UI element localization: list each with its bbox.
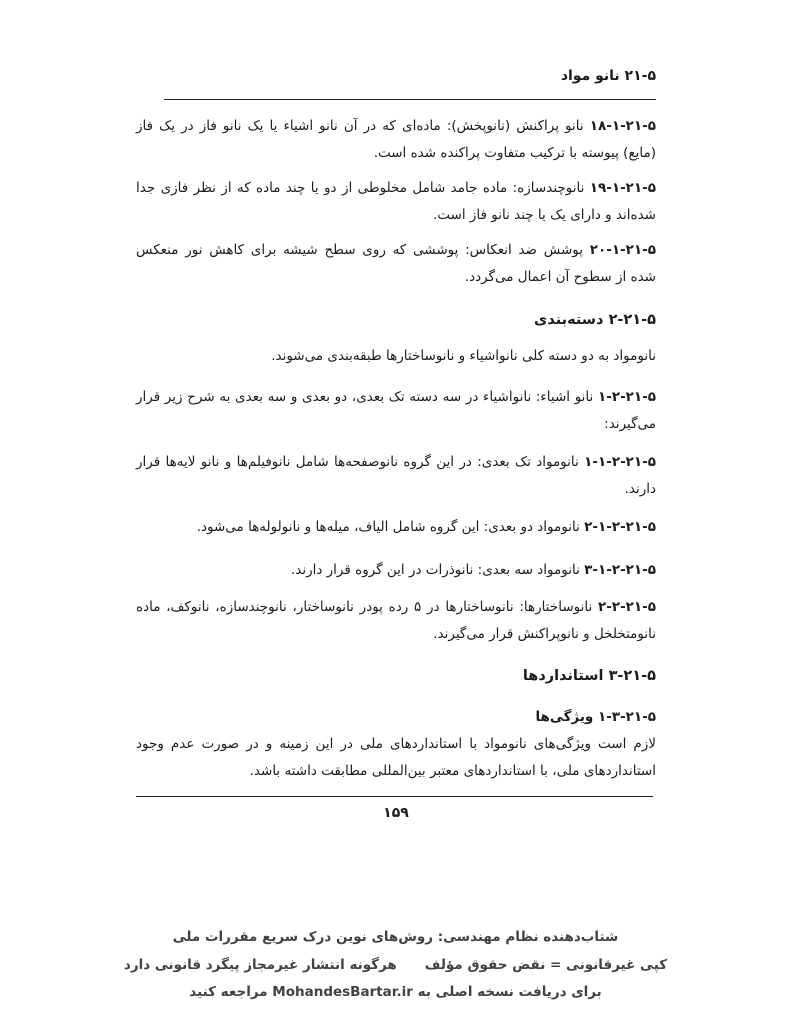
body-paragraph [136, 514, 656, 541]
page-body [136, 101, 656, 824]
heading-number: ۱-۳-۲۱-۵ [597, 709, 656, 725]
body-paragraph [136, 175, 656, 229]
paragraph-number: ۱۸-۱-۲۱-۵ [589, 118, 656, 134]
header-section-number: ۲۱-۵ [624, 68, 656, 84]
paragraph-text: نانومواد سه بعدی: نانوذرات در این گروه قرار دارند. [290, 562, 580, 578]
heading-text: دسته‌بندی [534, 312, 604, 328]
paragraph-text: لازم است ویژگی‌های نانومواد با استانداردهای ملی در این زمینه و در صورت عدم وجود استانداردهای ملی، با استانداردهای معتبر بین‌المللی مطابقت داشته باشد. [136, 736, 656, 779]
watermark-line-1: شتاب‌دهنده نظام مهندسی: روش‌های نوین درک سریع مقررات ملی [172, 929, 619, 945]
body-paragraph [136, 113, 656, 167]
body-paragraph [136, 594, 656, 648]
watermark-line-3: برای دریافت نسخه اصلی به MohandesBartar.ir مراجعه کنید [189, 984, 602, 1000]
body-paragraph [136, 731, 656, 785]
paragraph-number: ۱۹-۱-۲۱-۵ [589, 180, 656, 196]
heading-text: ویژگی‌ها [535, 709, 594, 725]
paragraph-number: ۲۰-۱-۲۱-۵ [589, 242, 656, 258]
heading-text: استانداردها [522, 668, 604, 684]
paragraph-text: پوشش ضد انعکاس: پوششی که روی سطح شیشه برای کاهش نور منعکس شده از سطوح آن اعمال می‌گردد. [136, 242, 656, 285]
section-heading [136, 305, 656, 335]
body-paragraph [136, 557, 656, 584]
paragraph-text: نانوچندسازه: ماده جامد شامل مخلوطی از دو یا چند ماده که از نظر فازی جدا شده‌اند و دارای یک یا چند نانو فاز است. [136, 180, 656, 223]
paragraph-text: نانو اشیاء: نانواشیاء در سه دسته تک بعدی، دو بعدی و سه بعدی به شرح زیر قرار می‌گیرند: [136, 389, 656, 432]
header-rule [164, 99, 656, 100]
page-header [164, 64, 656, 88]
paragraph-text: نانومواد به دو دسته کلی نانواشیاء و نانوساختارها طبقه‌بندی می‌شوند. [271, 348, 656, 364]
watermark-footer [0, 924, 791, 1007]
paragraph-number: ۲-۱-۲-۲۱-۵ [584, 519, 656, 535]
body-paragraph [136, 343, 656, 370]
body-paragraph [136, 237, 656, 291]
body-paragraph [136, 449, 656, 503]
subsection-heading [136, 704, 656, 731]
paragraph-text: نانوساختارها: نانوساختارها در ۵ رده پودر نانوساختار، نانوچندسازه، نانوکف، ماده نانومتخلخل و نانوپراکنش قرار می‌گیرند. [136, 599, 656, 642]
body-paragraph [136, 384, 656, 438]
footer-rule [136, 796, 653, 797]
watermark-legal-phrase: هرگونه انتشار غیرمجاز پیگرد قانونی دارد [123, 956, 397, 973]
paragraph-number: ۱-۱-۲-۲۱-۵ [584, 454, 657, 470]
paragraph-number: ۱-۲-۲۱-۵ [597, 389, 656, 405]
page-number: ۱۵۹ [383, 805, 409, 821]
watermark-line-2 [0, 952, 791, 980]
paragraph-number: ۲-۲-۲۱-۵ [597, 599, 656, 615]
heading-number: ۳-۲۱-۵ [608, 668, 656, 684]
paragraph-number: ۳-۱-۲-۲۱-۵ [584, 562, 656, 578]
paragraph-text: نانومواد دو بعدی: این گروه شامل الیاف، میله‌ها و نانولوله‌ها می‌شود. [196, 519, 580, 535]
header-section-title: نانو مواد [560, 68, 620, 84]
paragraph-text: نانومواد تک بعدی: در این گروه نانوصفحه‌ها شامل نانوفیلم‌ها و نانو لایه‌ها قرار دارند. [136, 454, 656, 497]
section-heading [136, 661, 656, 691]
watermark-copyright-phrase: کپی غیرقانونی = نقض حقوق مؤلف [424, 956, 668, 973]
paragraph-text: نانو پراکنش (نانوپخش): ماده‌ای که در آن نانو اشیاء یا یک نانو فاز در یک فاز (مایع) پیوسته با ترکیب متفاوت پراکنده شده است. [136, 118, 656, 161]
heading-number: ۲-۲۱-۵ [608, 312, 656, 328]
